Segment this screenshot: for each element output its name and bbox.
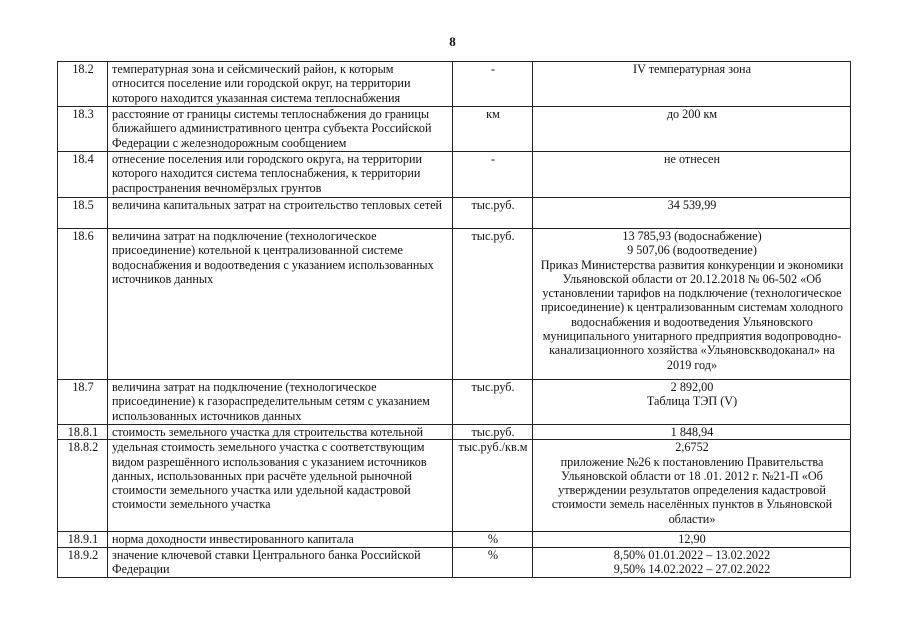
value-line: 8,50% 01.01.2022 – 13.02.2022 — [613, 547, 771, 562]
row-number: 18.6 — [58, 229, 108, 380]
row-value — [533, 152, 851, 198]
value-line: 9,50% 14.02.2022 – 27.02.2022 — [613, 561, 771, 576]
row-number: 18.3 — [58, 107, 108, 152]
value-line: 2 892,00 — [670, 380, 714, 394]
row-description: расстояние от границы системы теплоснабжения до границы ближайшего административного центра субъекта Российской Федерации с железнодорожным сообщением — [108, 107, 453, 152]
value-line: 13 785,93 (водоснабжение) — [622, 229, 762, 243]
row-value — [533, 380, 851, 425]
row-unit: тыс.руб./кв.м — [453, 440, 533, 532]
row-description: величина затрат на подключение (технологическое присоединение) котельной к централизованной системе водоснабжения и водоотведения с указанием использованных источников данных — [108, 229, 453, 380]
table-row — [58, 152, 851, 198]
row-number: 18.8.1 — [58, 425, 108, 440]
row-number: 18.2 — [58, 62, 108, 107]
row-value — [533, 532, 851, 547]
row-number: 18.4 — [58, 152, 108, 198]
row-description: удельная стоимость земельного участка с соответствующим видом разрешённого использования с указанием источников данных, использованных при расчёте удельной рыночной стоимости земельного участка или удельной кадастровой стоимости земельного участка — [108, 440, 453, 532]
row-number: 18.8.2 — [58, 440, 108, 532]
table-row — [58, 532, 851, 547]
value-line: Приказ Министерства развития конкуренции и экономики Ульяновской области от 20.12.2018 № 06-502 «Об установлении тарифов на подключение (технологическое присоединение) к централизованным системам холодного водоснабжения и водоотведения Ульяновского муниципального унитарного предприятия водопроводно-канализационного хозяйства «Ульяновскводоканал» на 2019 год» — [540, 257, 844, 372]
table-row — [58, 547, 851, 577]
row-value — [533, 425, 851, 440]
row-description: температурная зона и сейсмический район, к которым относится поселение или городской округ, на территории которого находится указанная система теплоснабжения — [108, 62, 453, 107]
value-line: 9 507,06 (водоотведение) — [627, 243, 757, 258]
table-row — [58, 425, 851, 440]
row-description: величина капитальных затрат на строительство тепловых сетей — [108, 198, 453, 229]
row-value — [533, 198, 851, 229]
value-line: приложение №26 к постановлению Правительства Ульяновской области от 18 .01. 2012 г. №21-П «Об утверждении результатов определения кадастровой стоимости земель населённых пунктов в Ульяновской области» — [551, 454, 833, 526]
row-unit: тыс.руб. — [453, 229, 533, 380]
parameters-table — [57, 61, 851, 578]
table-row — [58, 107, 851, 152]
row-number: 18.9.2 — [58, 547, 108, 577]
value-line: 34 539,99 — [667, 198, 717, 212]
table-row — [58, 229, 851, 380]
row-number: 18.5 — [58, 198, 108, 229]
value-line: Таблица ТЭП (V) — [646, 394, 738, 409]
row-value — [533, 229, 851, 380]
row-unit: % — [453, 532, 533, 547]
page-number: 8 — [449, 34, 456, 49]
row-description: норма доходности инвестированного капитала — [108, 532, 453, 547]
value-line: 2,6752 — [675, 440, 709, 455]
table-row — [58, 62, 851, 107]
row-unit: - — [453, 152, 533, 198]
row-description: величина затрат на подключение (технологическое присоединение) к газораспределительным сетям с указанием использованных источников данных — [108, 380, 453, 425]
row-value — [533, 440, 851, 532]
row-value — [533, 62, 851, 107]
row-unit: % — [453, 547, 533, 577]
table-row — [58, 440, 851, 532]
row-unit: км — [453, 107, 533, 152]
row-description: стоимость земельного участка для строительства котельной — [108, 425, 453, 440]
value-line: не отнесен — [664, 152, 720, 166]
value-line: до 200 км — [666, 107, 718, 121]
row-description: значение ключевой ставки Центрального банка Российской Федерации — [108, 547, 453, 577]
value-line: IV температурная зона — [633, 62, 751, 76]
row-unit: тыс.руб. — [453, 198, 533, 229]
row-value — [533, 547, 851, 577]
row-number: 18.9.1 — [58, 532, 108, 547]
row-unit: тыс.руб. — [453, 380, 533, 425]
row-value — [533, 107, 851, 152]
row-number: 18.7 — [58, 380, 108, 425]
table-row — [58, 198, 851, 229]
value-line: 1 848,94 — [670, 425, 714, 439]
row-description: отнесение поселения или городского округа, на территории которого находится система теплоснабжения, к территории распространения вечномёрзлых грунтов — [108, 152, 453, 198]
table-row — [58, 380, 851, 425]
value-line: 12,90 — [678, 532, 706, 547]
row-unit: тыс.руб. — [453, 425, 533, 440]
row-unit: - — [453, 62, 533, 107]
